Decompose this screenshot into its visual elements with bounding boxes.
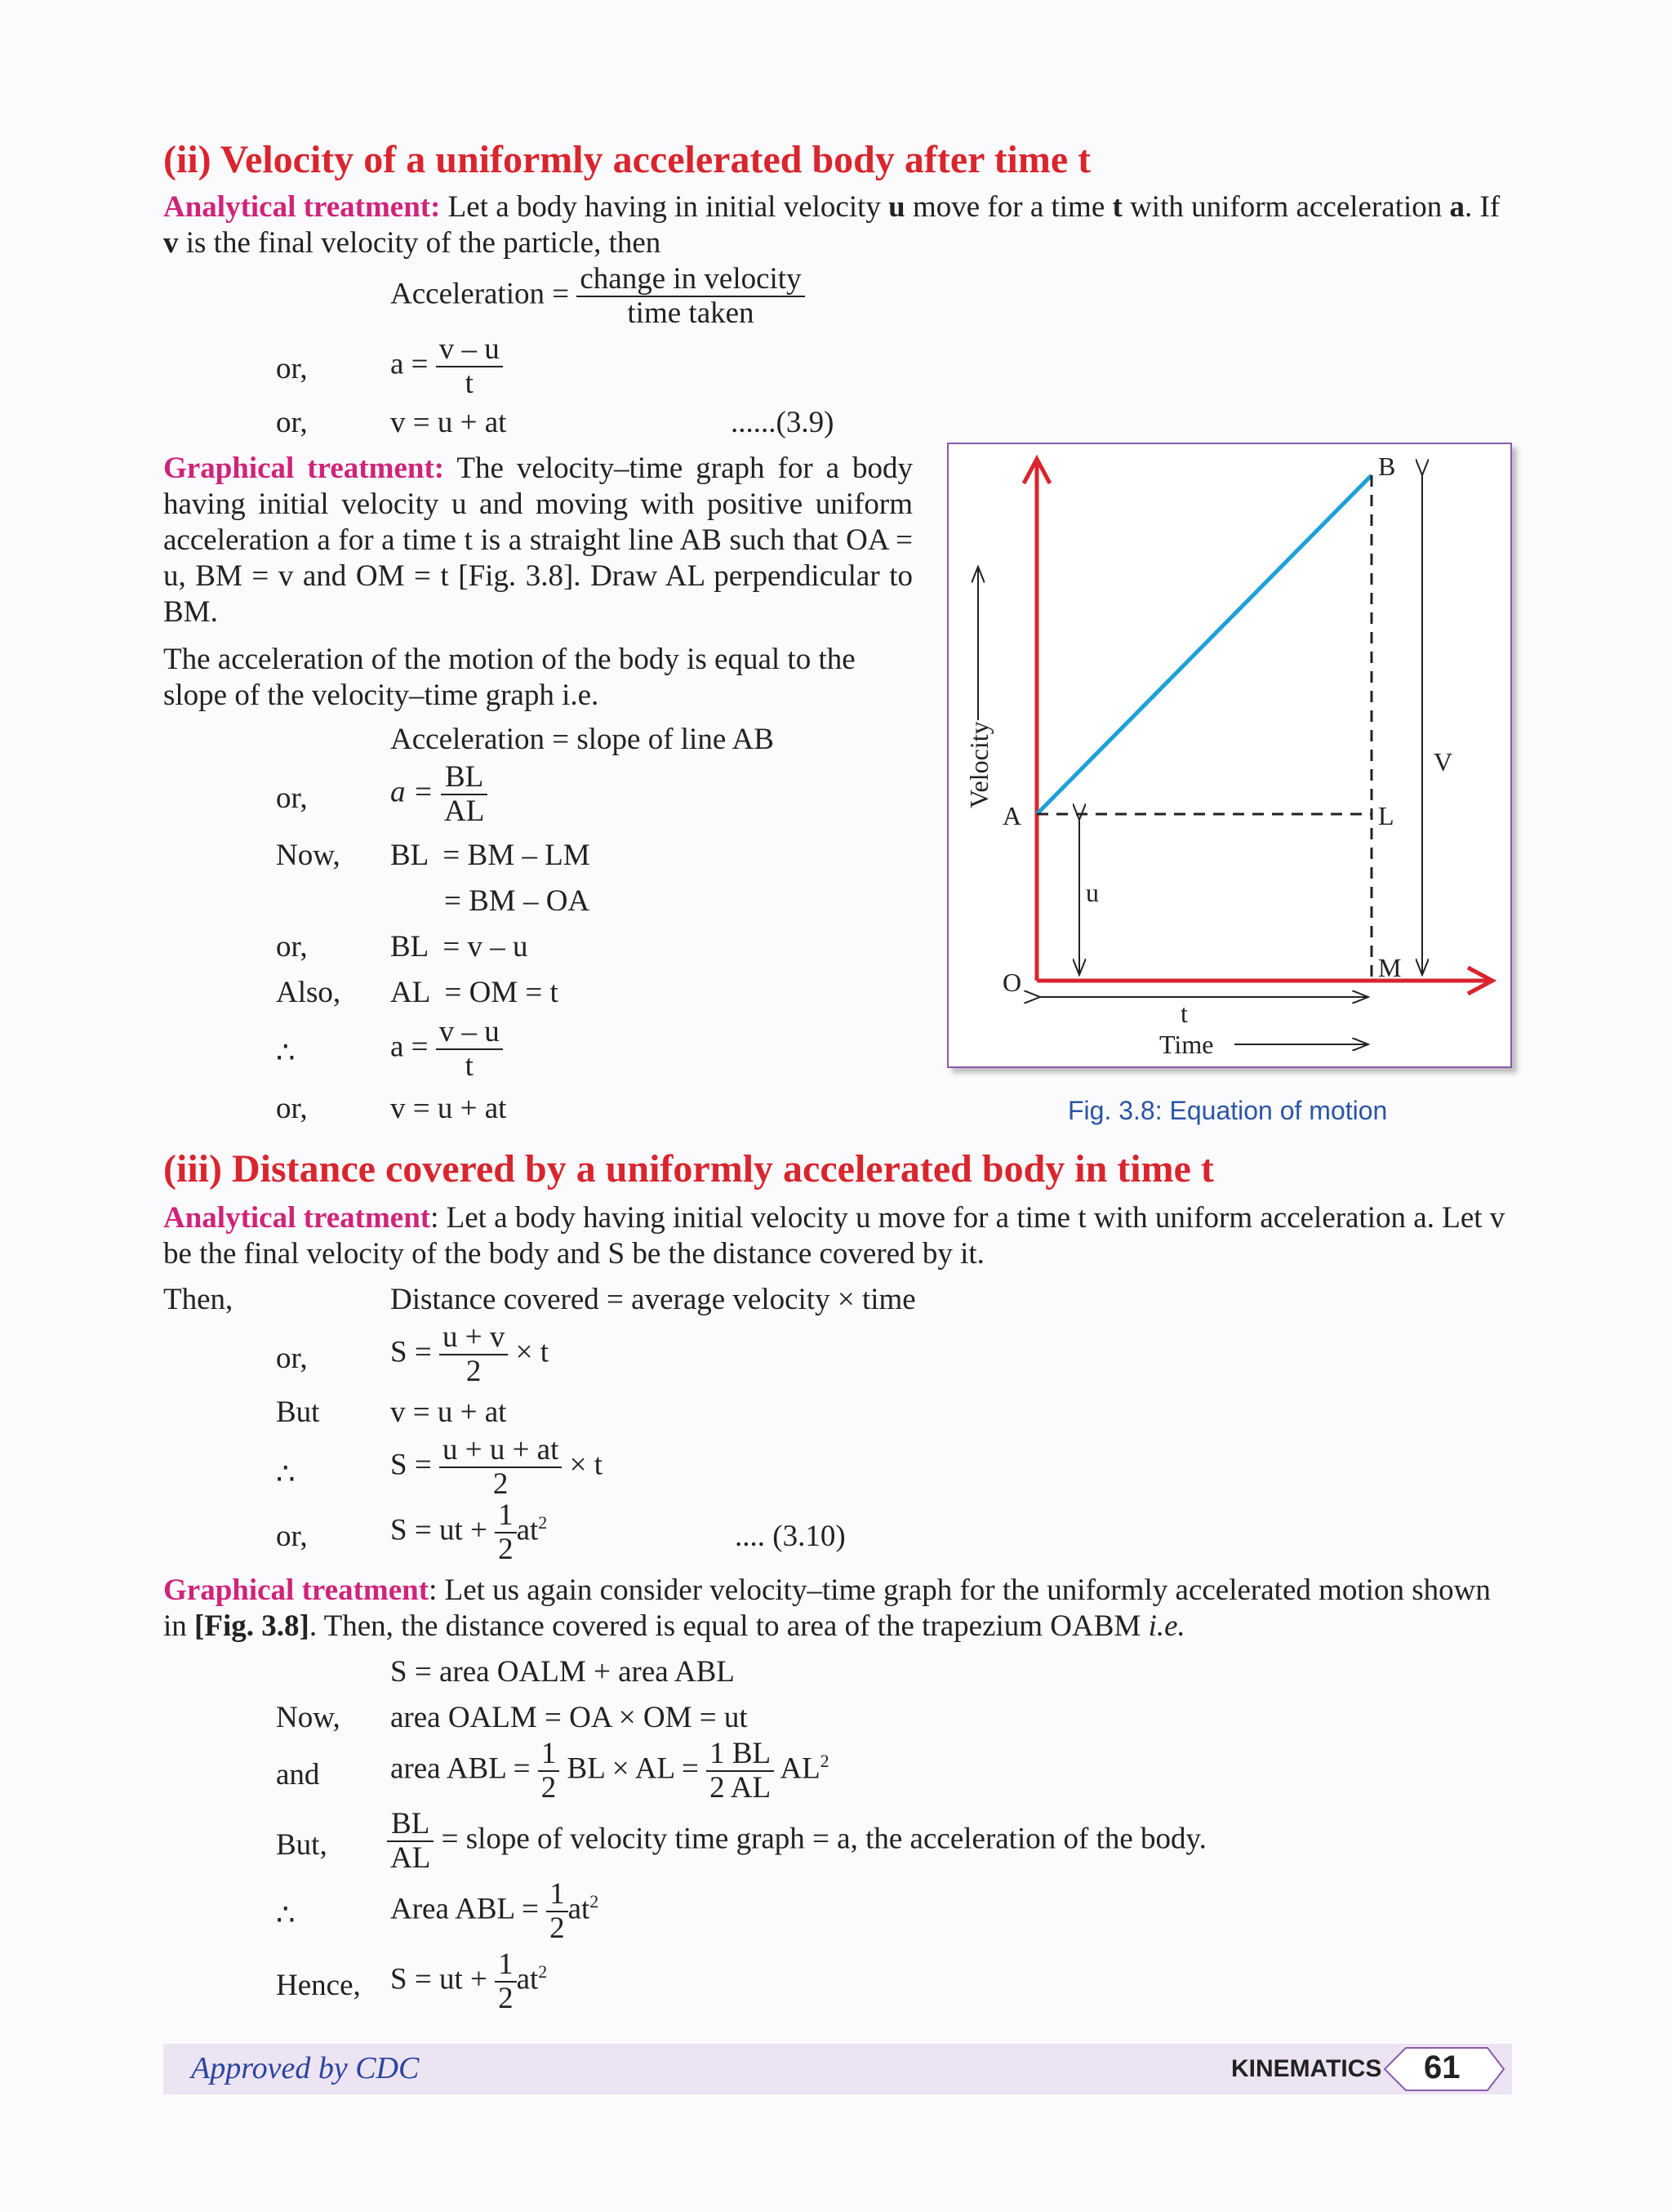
equation-second-motion-graphical: S = ut + $\frac{1}{2}$ $at^2$: [390, 1947, 548, 2015]
section-heading-ii: (ii) Velocity of a uniformly accelerated body after time t: [163, 138, 1092, 181]
step-label: or,: [276, 1520, 308, 1553]
step-label: or,: [276, 406, 308, 439]
equation-number: ......(3.9): [731, 406, 834, 439]
figure-caption: Fig. 3.8: Equation of motion: [1068, 1096, 1388, 1125]
equation-bl-step3: BL = v – u: [390, 930, 528, 964]
equation-v: v = u + at: [390, 1395, 507, 1429]
v-label: V: [1434, 747, 1453, 777]
step-label: But: [276, 1395, 320, 1429]
step-label: Also,: [276, 976, 341, 1009]
equation-al: AL = OM = t: [390, 976, 558, 1009]
step-label: But,: [276, 1828, 327, 1862]
slope-paragraph: The acceleration of the motion of the body is equal to the slope of the velocity–time graph i.e.: [163, 643, 856, 712]
equation-area-abl-result: Area ABL = $\frac{1}{2}$ $at^2$: [390, 1877, 599, 1945]
step-label: Now,: [276, 1701, 340, 1734]
velocity-label: Velocity: [964, 721, 994, 808]
graphical-paragraph-ii: Graphical treatment: The velocity–time graph for a body having initial velocity u and moving with positive uniform acceleration a for a time t is a straight line AB such that OA = u, BM = v and OM = t [Fig. 3.8]. Draw AL perpendicular to BM.: [163, 452, 914, 629]
point-m-label: M: [1378, 953, 1402, 982]
page-number: 61: [1424, 2050, 1461, 2085]
equation-s-average: S = $\frac{u + v}{2}$ × t: [390, 1320, 549, 1388]
equation-number: .... (3.10): [735, 1520, 846, 1553]
equation-s-substituted: S = $\frac{u + u + at}{2}$ × t: [390, 1433, 603, 1501]
figure-velocity-time-graph: [947, 443, 1512, 1068]
step-label: or,: [276, 1342, 308, 1375]
point-a-label: A: [1003, 801, 1022, 830]
graphical-paragraph-iii: Graphical treatment: Let us again consider velocity–time graph for the uniformly accelerated motion shown in [Fig. 3.8]. Then, the distance covered is equal to area of the trapezium OABM i.e.: [163, 1573, 1491, 1643]
therefore-symbol: ∴: [276, 1458, 296, 1491]
equation-a-derived: a = $\frac{v - u}{t}$: [390, 1016, 503, 1083]
t-label: t: [1181, 999, 1188, 1028]
point-l-label: L: [1378, 801, 1394, 830]
equation-bl-step1: BL = BM – LM: [390, 839, 590, 872]
equation-slope: Acceleration = slope of line AB: [390, 723, 774, 756]
equation-area-abl: area ABL = $\frac{1}{2}$ BL × AL = $\frac{1 BL}{2 AL}$ $AL^2$: [390, 1737, 829, 1805]
equation-first-motion-derived: v = u + at: [390, 1092, 507, 1125]
velocity-time-diagram: [949, 444, 1510, 1066]
equation-bl-step2: = BM – OA: [444, 884, 590, 918]
equation-second-motion: S = ut + $\frac{1}{2}$ $at^2$: [390, 1498, 548, 1566]
step-label: or,: [276, 781, 308, 815]
step-label: or,: [276, 352, 308, 385]
page-footer: [163, 2044, 1512, 2094]
step-label: Hence,: [276, 1969, 361, 2002]
equation-acceleration-definition: Acceleration = $\frac{\text{change in velocity}}{\text{time taken}}$: [390, 263, 805, 330]
step-label: Now,: [276, 839, 340, 872]
step-label: or,: [276, 930, 308, 964]
u-label: u: [1086, 878, 1099, 907]
point-b-label: B: [1378, 452, 1396, 481]
point-o-label: O: [1003, 968, 1022, 997]
equation-first-motion: v = u + at: [390, 406, 507, 439]
equation-area: S = area OALM + area ABL: [390, 1655, 735, 1689]
step-label: or,: [276, 1092, 308, 1125]
equation-slope-acceleration: $\frac{BL}{AL}$ = slope of velocity time graph = a, the acceleration of the body.: [387, 1808, 1207, 1875]
line-ab: [1037, 475, 1372, 814]
therefore-symbol: ∴: [276, 1036, 296, 1070]
equation-a-fraction: a = $\frac{v - u}{t}$: [390, 333, 503, 400]
step-label: and: [276, 1758, 320, 1791]
analytical-paragraph-ii: Analytical treatment: Let a body having in initial velocity u move for a time t with uniform acceleration a. If v is the final velocity of the particle, then: [163, 190, 1501, 260]
equation-bl-al: a = $\frac{BL}{AL}$: [390, 761, 487, 828]
equation-distance: Distance covered = average velocity × time: [390, 1283, 916, 1316]
approval-text: Approved by CDC: [191, 2051, 420, 2085]
analytical-label: Analytical treatment:: [163, 190, 441, 224]
therefore-symbol: ∴: [276, 1898, 296, 1932]
step-label: Then,: [163, 1283, 233, 1316]
analytical-paragraph-iii: Analytical treatment: Let a body having initial velocity u move for a time t with uniform acceleration a. Let v be the final velocity of the body and S be the distance covered by it.: [163, 1201, 1505, 1271]
chapter-name: KINEMATICS: [1231, 2055, 1382, 2082]
section-heading-iii: (iii) Distance covered by a uniformly accelerated body in time t: [163, 1147, 1214, 1191]
time-label: Time: [1159, 1030, 1214, 1059]
equation-area-oalm: area OALM = OA × OM = ut: [390, 1701, 748, 1734]
